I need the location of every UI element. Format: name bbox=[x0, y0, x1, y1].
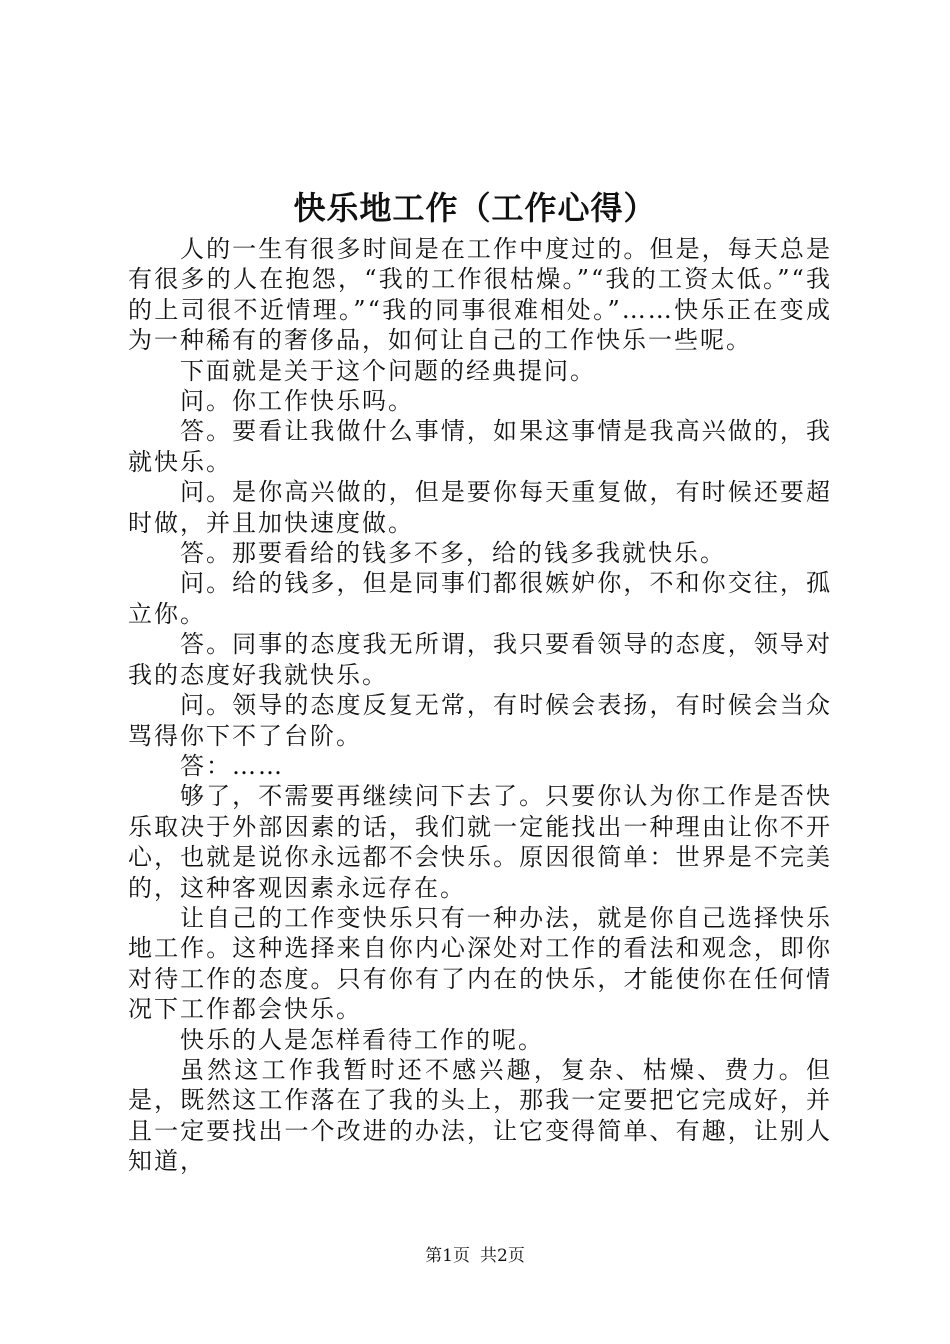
paragraph: 答。那要看给的钱多不多，给的钱多我就快乐。 bbox=[180, 539, 726, 568]
page-total: 共2页 bbox=[480, 1246, 525, 1266]
paragraph: 问。是你高兴做的，但是要你每天重复做，有时候还要超时做，并且加快速度做。 bbox=[128, 478, 832, 537]
document-title: 快乐地工作（工作心得） bbox=[293, 189, 657, 227]
paragraph: 下面就是关于这个问题的经典提问。 bbox=[180, 356, 596, 385]
paragraph: 答：…… bbox=[180, 751, 284, 780]
page-footer bbox=[0, 1245, 950, 1267]
paragraph: 问。给的钱多，但是同事们都很嫉妒你，不和你交往，孤立你。 bbox=[128, 569, 832, 628]
document-body bbox=[128, 234, 832, 1177]
page-number: 第1页 bbox=[425, 1246, 470, 1266]
paragraph: 问。领导的态度反复无常，有时候会表扬，有时候会当众骂得你下不了台阶。 bbox=[128, 691, 832, 750]
paragraph: 够了，不需要再继续问下去了。只要你认为你工作是否快乐取决于外部因素的话，我们就一定能找出一种理由让你不开心，也就是说你永远都不会快乐。原因很简单：世界是不完美的，这种客观因素永远存在。 bbox=[128, 782, 832, 902]
paragraph: 人的一生有很多时间是在工作中度过的。但是，每天总是有很多的人在抱怨，“我的工作很枯燥。”“我的工资太低。”“我的上司很不近情理。”“我的同事很难相处。”……快乐正在变成为一种稀有的奢侈品，如何让自己的工作快乐一些呢。 bbox=[128, 235, 832, 355]
paragraph: 虽然这工作我暂时还不感兴趣，复杂、枯燥、费力。但是，既然这工作落在了我的头上，那我一定要把它完成好，并且一定要找出一个改进的办法，让它变得简单、有趣，让别人知道， bbox=[128, 1055, 832, 1176]
paragraph: 答。要看让我做什么事情，如果这事情是我高兴做的，我就快乐。 bbox=[128, 417, 832, 476]
paragraph: 问。你工作快乐吗。 bbox=[180, 387, 414, 416]
paragraph: 快乐的人是怎样看待工作的呢。 bbox=[180, 1025, 544, 1054]
paragraph: 让自己的工作变快乐只有一种办法，就是你自己选择快乐地工作。这种选择来自你内心深处对工作的看法和观念，即你对待工作的态度。只有你有了内在的快乐，才能使你在任何情况下工作都会快乐。 bbox=[128, 903, 832, 1024]
paragraph: 答。同事的态度我无所谓，我只要看领导的态度，领导对我的态度好我就快乐。 bbox=[128, 630, 832, 689]
